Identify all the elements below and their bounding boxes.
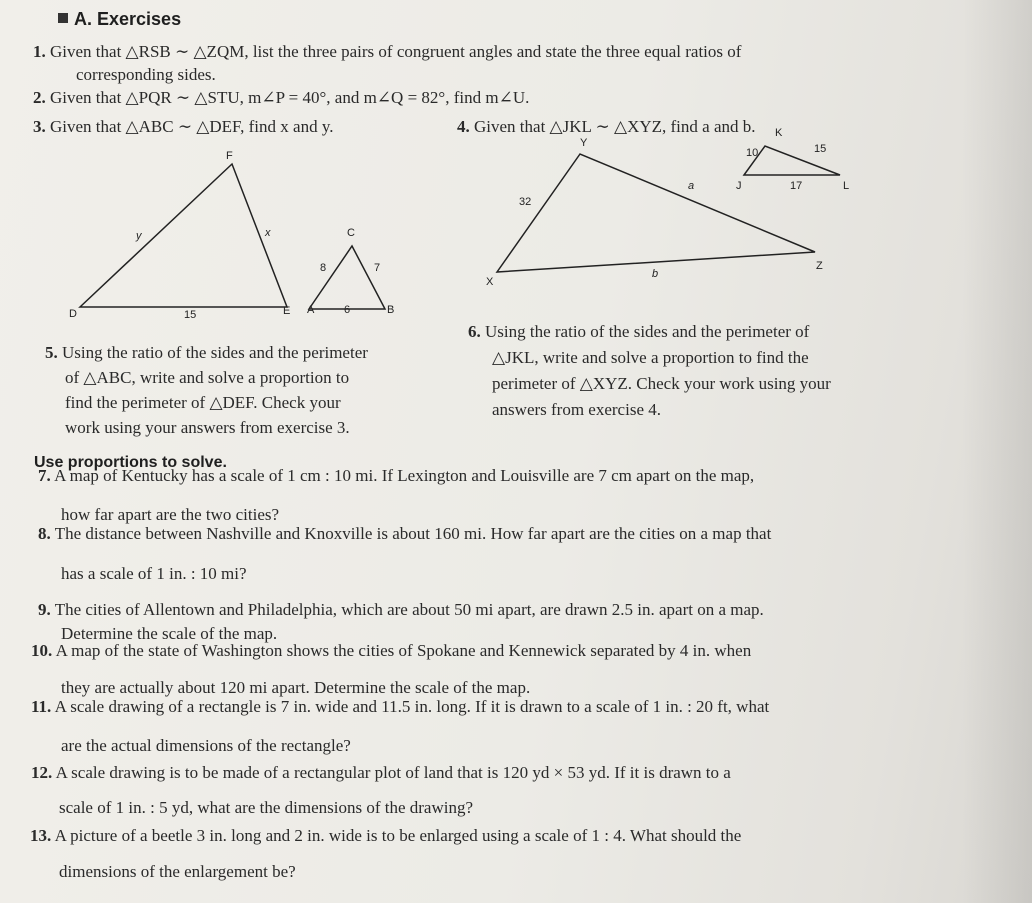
side-label-bc: 7 (374, 262, 381, 274)
exercise-number: 6. (468, 322, 481, 341)
proportions-heading: Use proportions to solve. (34, 454, 227, 471)
exercise-12 (31, 763, 731, 783)
exercise-number: 11. (31, 697, 52, 716)
exercise-13 (30, 826, 741, 846)
section-title: A. Exercises (74, 9, 182, 29)
vertex-label-e: E (283, 305, 291, 317)
exercise-text: Given that △JKL ∼ △XYZ, find a and b. (474, 117, 756, 136)
exercise-6 (468, 322, 809, 342)
vertex-label-z: Z (816, 260, 823, 272)
exercise-text: Given that △RSB ∼ △ZQM, list the three pairs of congruent angles and state the three equal ratios of (50, 42, 742, 61)
vertex-label-b: B (387, 304, 395, 316)
exercise-number: 8. (38, 524, 51, 543)
exercise-text: Using the ratio of the sides and the perimeter of (485, 322, 810, 341)
exercise-number: 13. (30, 826, 52, 845)
exercise-11-line-2: are the actual dimensions of the rectangle? (61, 736, 351, 755)
side-label-ab: 6 (344, 304, 351, 316)
exercise-number: 9. (38, 600, 51, 619)
exercise-7-line-2: how far apart are the two cities? (61, 505, 280, 524)
exercise-text: A map of Kentucky has a scale of 1 cm : 10 mi. If Lexington and Louisville are 7 cm apart on the map, (54, 466, 755, 485)
exercise-10 (31, 641, 751, 661)
exercise-7 (38, 466, 754, 486)
vertex-label-d: D (69, 308, 77, 320)
exercise-8 (38, 524, 771, 544)
exercise-text: A scale drawing of a rectangle is 7 in. wide and 11.5 in. long. If it is drawn to a scale of 1 in. : 20 ft, what (54, 697, 770, 716)
exercise-text: The distance between Nashville and Knoxville is about 160 mi. How far apart are the cities on a map that (54, 524, 772, 543)
exercise-9-line-2: Determine the scale of the map. (61, 624, 278, 643)
exercise-number: 2. (33, 88, 46, 107)
exercise-6-line-3: perimeter of △XYZ. Check your work using your (492, 374, 831, 393)
exercise-13-line-2: dimensions of the enlargement be? (59, 862, 296, 881)
exercise-5 (45, 343, 368, 363)
vertex-label-a: A (307, 304, 315, 316)
vertex-label-c: C (347, 227, 355, 239)
exercise-number: 5. (45, 343, 58, 362)
side-label-y: y (136, 230, 142, 242)
side-label-df: 15 (184, 309, 197, 321)
exercise-text: A map of the state of Washington shows the cities of Spokane and Kennewick separated by 4 in. when (55, 641, 752, 660)
exercise-11 (31, 697, 769, 717)
exercise-text: A scale drawing is to be made of a rectangular plot of land that is 120 yd × 53 yd. If it is drawn to a (55, 763, 731, 782)
side-label-xy: 32 (519, 196, 532, 208)
vertex-label-l: L (843, 180, 850, 192)
exercise-1-continued: corresponding sides. (76, 65, 216, 84)
exercise-6-line-2: △JKL, write and solve a proportion to find the (492, 348, 809, 367)
exercise-text: Given that △ABC ∼ △DEF, find x and y. (50, 117, 334, 136)
exercise-5-line-3: find the perimeter of △DEF. Check your (65, 393, 341, 412)
exercise-number: 10. (31, 641, 53, 660)
vertex-label-k: K (775, 127, 783, 139)
exercise-number: 3. (33, 117, 46, 136)
exercise-number: 7. (38, 466, 51, 485)
exercise-5-line-4: work using your answers from exercise 3. (65, 418, 350, 437)
exercise-text: Given that △PQR ∼ △STU, m∠P = 40°, and m∠Q = 82°, find m∠U. (50, 88, 530, 107)
exercise-number: 12. (31, 763, 53, 782)
side-label-kl: 15 (814, 143, 827, 155)
side-label-x: x (265, 227, 271, 239)
triangle-xyz (497, 154, 815, 272)
exercise-10-line-2: they are actually about 120 mi apart. Determine the scale of the map. (61, 678, 531, 697)
vertex-label-f: F (226, 150, 233, 162)
side-label-jl: 17 (790, 180, 803, 192)
exercise-text: Using the ratio of the sides and the perimeter (62, 343, 368, 362)
exercise-text: The cities of Allentown and Philadelphia, which are about 50 mi apart, are drawn 2.5 in. apart on a map. (54, 600, 764, 619)
triangle-def (80, 164, 287, 307)
side-label-jk: 10 (746, 147, 759, 159)
exercise-5-line-2: of △ABC, write and solve a proportion to (65, 368, 350, 387)
side-label-ac: 8 (320, 262, 327, 274)
exercise-6-line-4: answers from exercise 4. (492, 400, 661, 419)
exercise-number: 1. (33, 42, 46, 61)
exercise-12-line-2: scale of 1 in. : 5 yd, what are the dimensions of the drawing? (59, 798, 474, 817)
exercise-text: A picture of a beetle 3 in. long and 2 in. wide is to be enlarged using a scale of 1 : 4. What should the (54, 826, 742, 845)
exercise-8-line-2: has a scale of 1 in. : 10 mi? (61, 564, 247, 583)
exercise-number: 4. (457, 117, 470, 136)
side-label-a: a (688, 180, 695, 192)
exercise-9 (38, 600, 764, 620)
vertex-label-x: X (486, 276, 494, 288)
triangle-abc (309, 246, 385, 309)
vertex-label-y: Y (580, 137, 588, 149)
side-label-b: b (652, 268, 659, 280)
vertex-label-j: J (736, 180, 742, 192)
